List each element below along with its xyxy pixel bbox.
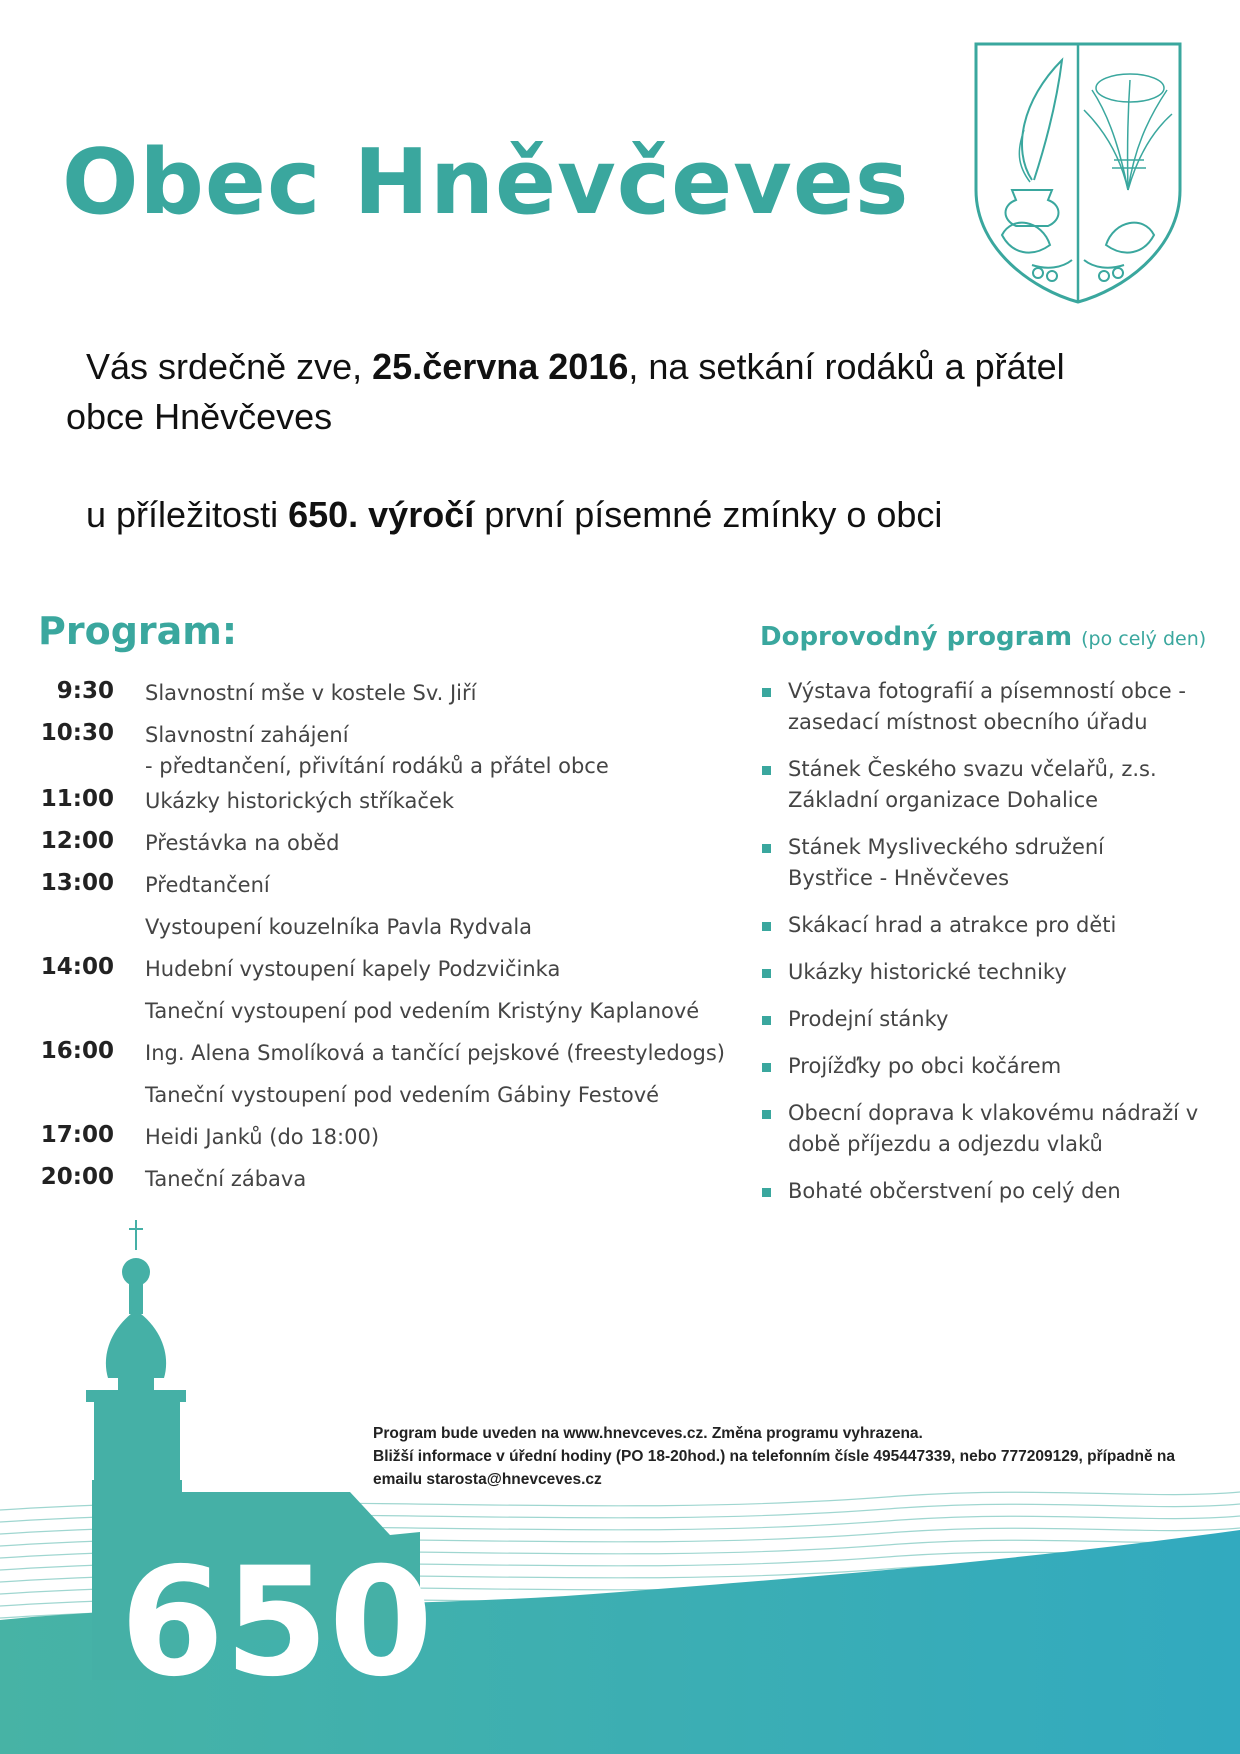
side-program-item-text: Obecní doprava k vlakovému nádraží v době příjezdu a odjezdu vlaků — [788, 1101, 1199, 1156]
schedule-row — [36, 720, 609, 782]
schedule-event: Slavnostní mše v kostele Sv. Jiří — [145, 681, 477, 705]
schedule-event: Slavnostní zahájení — [145, 723, 349, 747]
schedule-event: Taneční vystoupení pod vedením Gábiny Festové — [145, 1083, 660, 1107]
page-title: Obec Hněvčeves — [62, 130, 910, 235]
schedule-row — [36, 870, 270, 901]
side-program-item-text: Skákací hrad a atrakce pro děti — [788, 913, 1117, 937]
schedule-time: 13:00 — [40, 870, 114, 896]
side-program-item — [760, 957, 1220, 988]
side-program-item-text: Stánek Mysliveckého sdružení Bystřice - Hněvčeves — [788, 835, 1105, 890]
side-program-note: (po celý den) — [1081, 628, 1207, 650]
coat-of-arms-icon — [972, 40, 1184, 304]
side-program-heading: Doprovodný program (po celý den) — [760, 622, 1207, 652]
side-program-item — [760, 754, 1220, 816]
side-program-item-text: Ukázky historické techniky — [788, 960, 1067, 984]
side-program-item — [760, 910, 1220, 941]
side-program-list — [760, 676, 1220, 1223]
schedule-row — [36, 828, 339, 859]
schedule-event: Vystoupení kouzelníka Pavla Rydvala — [145, 915, 533, 939]
footer-note: Program bude uveden na www.hnevceves.cz. Změna programu vyhrazena. Bližší informace v úřední hodiny (PO 18-20hod.) na telefonním čísle 495447339, nebo 777209129, případně na emailu starosta@hnevceves.cz — [373, 1425, 1175, 1488]
anniversary-number: 650 — [120, 1536, 434, 1710]
schedule-row — [36, 954, 560, 985]
schedule-time: 9:30 — [56, 678, 114, 704]
side-program-item-text: Projížďky po obci kočárem — [788, 1054, 1062, 1078]
schedule-row — [36, 912, 532, 943]
schedule-time: 10:30 — [40, 720, 114, 746]
schedule-event: Taneční vystoupení pod vedením Kristýny Kaplanové — [145, 999, 700, 1023]
side-program-item — [760, 1051, 1220, 1082]
bullet-square-icon — [762, 766, 771, 775]
schedule-event: Hudební vystoupení kapely Podzvičinka — [145, 957, 561, 981]
bullet-square-icon — [762, 1110, 771, 1119]
side-program-item-text: Výstava fotografií a písemností obce - zasedací místnost obecního úřadu — [788, 679, 1186, 734]
schedule-time: 17:00 — [40, 1122, 114, 1148]
bullet-square-icon — [762, 969, 771, 978]
schedule-time: 14:00 — [40, 954, 114, 980]
schedule-time: 11:00 — [40, 786, 114, 812]
invitation-line-1: Vás srdečně zve, 25.června 2016, na setkání rodáků a přátel — [86, 346, 1065, 387]
schedule-row — [36, 1080, 659, 1111]
side-program-item — [760, 832, 1220, 894]
bullet-square-icon — [762, 844, 771, 853]
schedule-row — [36, 678, 476, 709]
schedule-event: Ukázky historických stříkaček — [145, 789, 455, 813]
schedule-time: 20:00 — [40, 1164, 114, 1190]
bullet-square-icon — [762, 1063, 771, 1072]
schedule-time: 16:00 — [40, 1038, 114, 1064]
schedule-row — [36, 996, 699, 1027]
program-heading: Program: — [38, 609, 238, 653]
side-program-item-text: Bohaté občerstvení po celý den — [788, 1179, 1121, 1203]
bullet-square-icon — [762, 688, 771, 697]
occasion-text: u příležitosti 650. výročí první písemné zmínky o obci — [86, 494, 943, 535]
schedule-row — [36, 1122, 379, 1153]
side-program-item-text: Prodejní stánky — [788, 1007, 949, 1031]
schedule-event: Ing. Alena Smolíková a tančící pejskové (freestyledogs) — [145, 1041, 725, 1065]
invitation-line-2: obce Hněvčeves — [66, 396, 333, 437]
bullet-square-icon — [762, 1016, 771, 1025]
schedule-event: Heidi Janků (do 18:00) — [145, 1125, 380, 1149]
schedule-event: - předtančení, přivítání rodáků a přátel obce — [145, 754, 609, 778]
invitation-text — [66, 342, 1186, 442]
schedule-event: Předtančení — [145, 873, 270, 897]
anniversary-highlight: 650. výročí — [288, 494, 475, 535]
bullet-square-icon — [762, 922, 771, 931]
schedule-time: 12:00 — [40, 828, 114, 854]
side-program-item — [760, 676, 1220, 738]
schedule-row — [36, 1038, 725, 1069]
side-program-item — [760, 1098, 1220, 1160]
schedule-row — [36, 786, 454, 817]
schedule-event: Přestávka na oběd — [145, 831, 340, 855]
event-date: 25.června 2016 — [372, 346, 629, 387]
side-program-item-text: Stánek Českého svazu včelařů, z.s. Základní organizace Dohalice — [788, 757, 1157, 812]
side-program-item — [760, 1004, 1220, 1035]
schedule-event: Taneční zábava — [145, 1167, 307, 1191]
